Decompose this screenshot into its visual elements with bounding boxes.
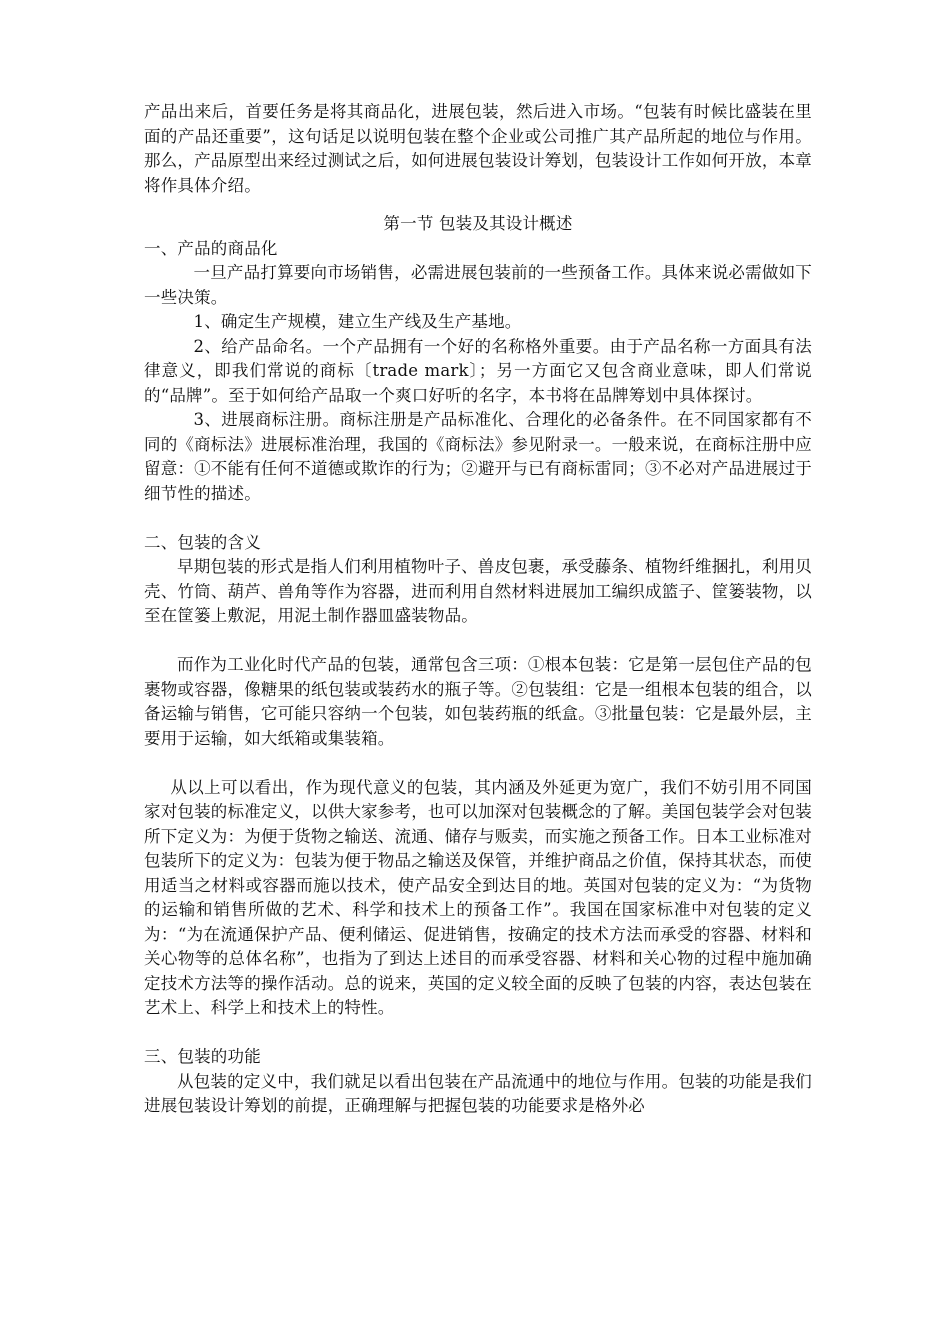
spacer bbox=[144, 506, 812, 531]
intro-paragraph: 产品出来后，首要任务是将其商品化，进展包装，然后进入市场。“包装有时候比盛装在里面的产品还重要”，这句话足以说明包装在整个企业或公司推广其产品所起的地位与作用。那么，产品原型出来经过测试之后，如何进展包装设计筹划，包装设计工作如何开放，本章将作具体介绍。 bbox=[144, 102, 812, 195]
list-item: 2、给产品命名。一个产品拥有一个好的名称格外重要。由于产品名称一方面具有法律意义，即我们常说的商标〔trade mark〕；另一方面它又包含商业意味，即人们常说的“品牌”。至于如何给产品取一个爽口好听的名字，本书将在品牌筹划中具体探讨。 bbox=[144, 336, 812, 405]
paragraph: 早期包装的形式是指人们利用植物叶子、兽皮包裹，承受藤条、植物纤维捆扎，利用贝壳、竹筒、葫芦、兽角等作为容器，进而利用自然材料进展加工编织成篮子、筐篓装物，以至在筐篓上敷泥，用泥土制作器皿盛装物品。 bbox=[144, 557, 812, 625]
list-item: 3、进展商标注册。商标注册是产品标准化、合理化的必备条件。在不同国家都有不同的《商标法》进展标准治理，我国的《商标法》参见附录一。一般来说，在商标注册中应留意：①不能有任何不道德或欺诈的行为；②避开与已有商标雷同；③不必对产品进展过于细节性的描述。 bbox=[144, 410, 812, 503]
paragraph: 从以上可以看出，作为现代意义的包装，其内涵及外延更为宽广，我们不妨引用不同国家对包装的标准定义，以供大家参考，也可以加深对包装概念的了解。美国包装学会对包装所下定义为：为便于货物之输送、流通、储存与贩卖，而实施之预备工作。日本工业标准对包装所下的定义为：包装为便于物品之输送及保管，并维护商品之价值，保持其状态，而使用适当之材料或容器而施以技术，使产品安全到达目的地。英国对包装的定义为：“为货物的运输和销售所做的艺术、科学和技术上的预备工作”。我国在国家标准中对包装的定义为：“为在流通保护产品、便利储运、促进销售，按确定的技术方法而承受的容器、材料和关心物等的总体名称”，也指为了到达上述目的而承受容器、材料和关心物的过程中施加确定技术方法等的操作活动。总的说来，英国的定义较全面的反映了包装的内容，表达包装在艺术上、科学上和技术上的特性。 bbox=[144, 777, 812, 1017]
paragraph: 而作为工业化时代产品的包装，通常包含三项：①根本包装：它是第一层包住产品的包裹物或容器，像糖果的纸包装或装药水的瓶子等。②包装组：它是一组根本包装的组合，以备运输与销售，它可能只容纳一个包装，如包装药瓶的纸盒。③批量包装：它是最外层，主要用于运输，如大纸箱或集装箱。 bbox=[144, 655, 812, 748]
heading-packaging-function: 三、包装的功能 bbox=[144, 1047, 261, 1066]
document-page bbox=[144, 100, 812, 1119]
paragraph: 从包装的定义中，我们就足以看出包装在产品流通中的地位与作用。包装的功能是我们进展包装设计筹划的前提，正确理解与把握包装的功能要求是格外必 bbox=[144, 1071, 812, 1115]
heading-commercialization: 一、产品的商品化 bbox=[144, 238, 278, 258]
spacer bbox=[144, 751, 812, 776]
section-title: 第一节 包装及其设计概述 bbox=[383, 214, 573, 233]
paragraph: 一旦产品打算要向市场销售，必需进展包装前的一些预备工作。具体来说必需做如下一些决策。 bbox=[144, 263, 812, 307]
spacer bbox=[144, 1021, 812, 1046]
list-item: 1、确定生产规模，建立生产线及生产基地。 bbox=[193, 312, 522, 331]
spacer bbox=[144, 629, 812, 654]
heading-packaging-meaning: 二、包装的含义 bbox=[144, 532, 261, 552]
